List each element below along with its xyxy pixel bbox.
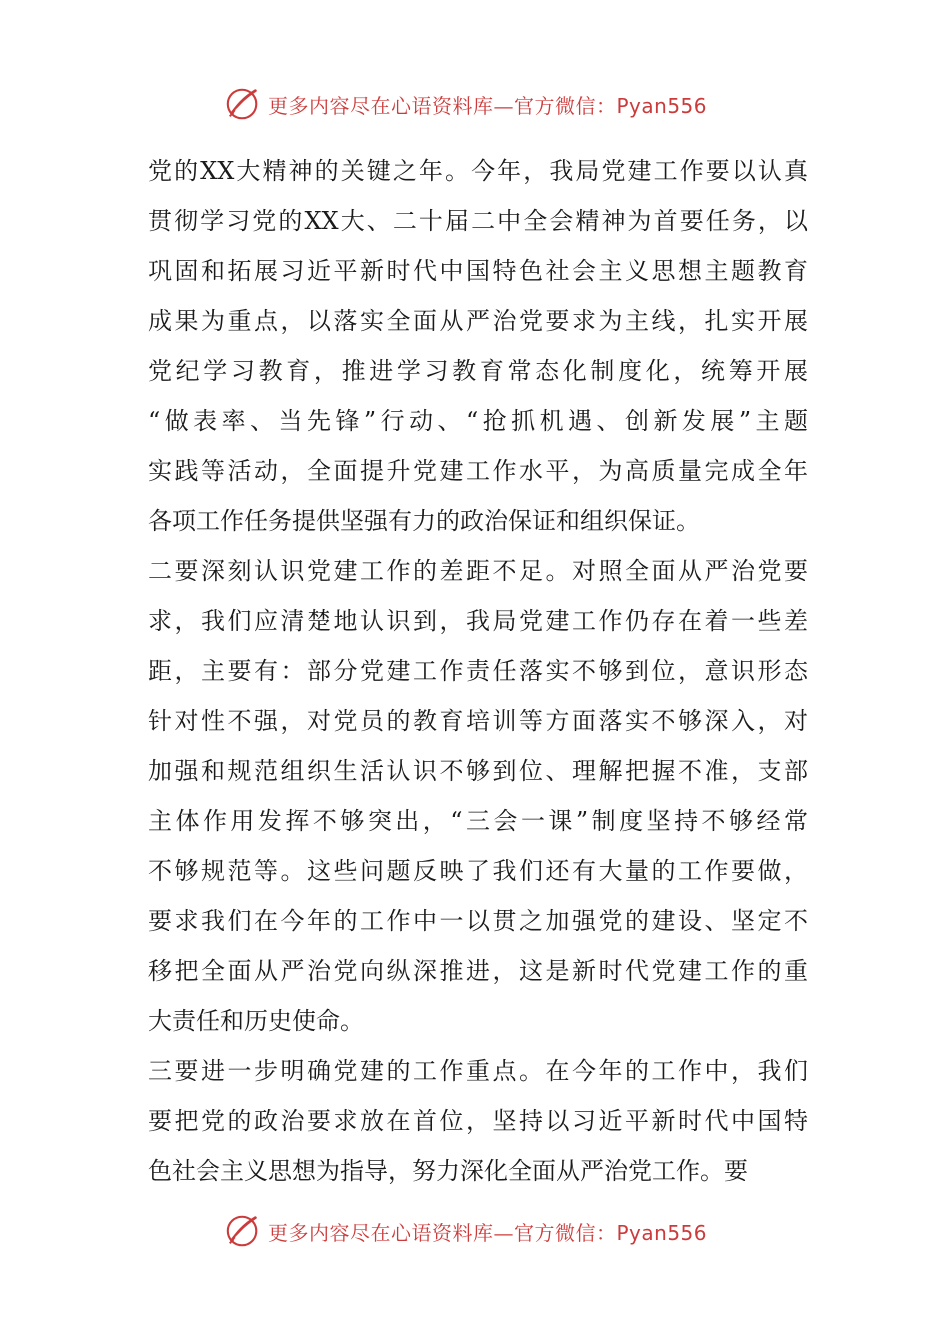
paragraph	[148, 146, 808, 546]
text-line: 色社会主义思想为指导，努力深化全面从严治党工作。要	[148, 1157, 748, 1185]
text-line: 巩固和拓展习近平新时代中国特色社会主义思想主题教育	[148, 257, 808, 285]
text-line: 各项工作任务提供坚强有力的政治保证和组织保证。	[148, 507, 700, 535]
text-line: 三要进一步明确党建的工作重点。在今年的工作中，我们	[148, 1057, 808, 1085]
text-line: 加强和规范组织生活认识不够到位、理解把握不准，支部	[148, 757, 808, 785]
text-line: 距，主要有：部分党建工作责任落实不够到位，意识形态	[148, 657, 808, 685]
footer-banner	[224, 1211, 707, 1251]
text-line: 党的XX大精神的关键之年。今年，我局党建工作要以认真	[148, 157, 808, 185]
paragraph	[148, 546, 808, 1046]
wechat-handle: Pyan556	[616, 1220, 708, 1245]
text-line: 成果为重点，以落实全面从严治党要求为主线，扎实开展	[148, 307, 808, 335]
header-banner	[224, 84, 707, 124]
text-line: 大责任和历史使命。	[148, 1007, 364, 1035]
wechat-handle: Pyan556	[616, 93, 708, 118]
footer-banner-text: 更多内容尽在心语资料库—官方微信：Pyan556	[268, 1220, 708, 1245]
pen-logo-icon	[224, 85, 262, 123]
document-body	[148, 146, 808, 1196]
text-line: 主体作用发挥不够突出，“三会一课”制度坚持不够经常	[148, 807, 808, 835]
text-line: 求，我们应清楚地认识到，我局党建工作仍存在着一些差	[148, 607, 808, 635]
text-line: 要把党的政治要求放在首位，坚持以习近平新时代中国特	[148, 1107, 808, 1135]
text-line: 要求我们在今年的工作中一以贯之加强党的建设、坚定不	[148, 907, 808, 935]
text-line: 二要深刻认识党建工作的差距不足。对照全面从严治党要	[148, 557, 808, 585]
text-line: 针对性不强，对党员的教育培训等方面落实不够深入，对	[148, 707, 808, 735]
paragraph	[148, 1046, 808, 1196]
text-line: 实践等活动，全面提升党建工作水平，为高质量完成全年	[148, 457, 808, 485]
text-line: “做表率、当先锋”行动、“抢抓机遇、创新发展”主题	[148, 407, 808, 435]
text-line: 贯彻学习党的XX大、二十届二中全会精神为首要任务，以	[148, 207, 808, 235]
pen-logo-icon	[224, 1212, 262, 1250]
text-line: 不够规范等。这些问题反映了我们还有大量的工作要做，	[148, 857, 808, 885]
header-banner-text: 更多内容尽在心语资料库—官方微信：Pyan556	[268, 93, 708, 118]
text-line: 党纪学习教育，推进学习教育常态化制度化，统筹开展	[148, 357, 808, 385]
text-line: 移把全面从严治党向纵深推进，这是新时代党建工作的重	[148, 957, 808, 985]
